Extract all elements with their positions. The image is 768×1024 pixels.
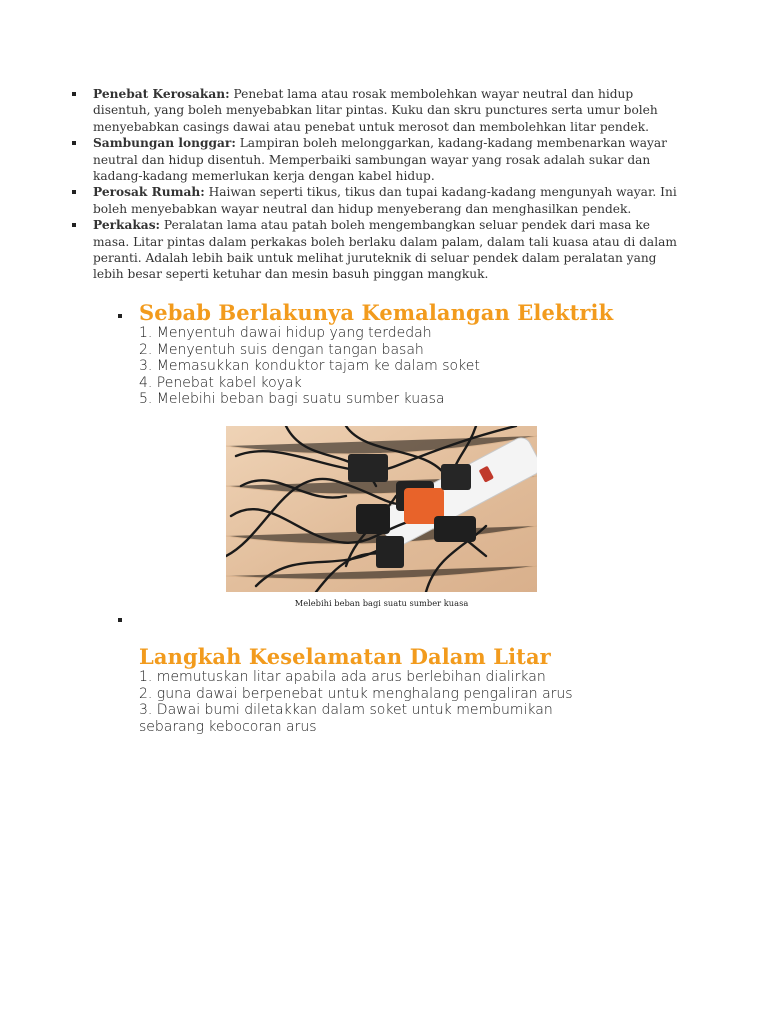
list-item: 4. Penebat kabel koyak	[139, 374, 302, 391]
list-item: 5. Melebihi beban bagi suatu sumber kuasa	[139, 391, 445, 408]
list-item: 3. Memasukkan konduktor tajam ke dalam soket	[139, 358, 480, 375]
list-item	[70, 184, 680, 217]
term: Perkakas:	[93, 218, 161, 233]
causes-numbered-list	[139, 325, 480, 408]
term: Perosak Rumah:	[93, 185, 205, 200]
section-heading-safety: Langkah Keselamatan Dalam Litar	[139, 644, 551, 669]
overloaded-power-strip-image	[226, 426, 537, 592]
list-item: 3. Dawai bumi diletakkan dalam soket untuk membumikan sebarang kebocoran arus	[139, 702, 553, 735]
list-item	[70, 217, 680, 283]
list-item: 2. guna dawai berpenebat untuk menghalang pengaliran arus	[139, 685, 573, 702]
figure-caption: Melebihi beban bagi suatu sumber kuasa	[294, 598, 469, 608]
section-heading-causes: Sebab Berlakunya Kemalangan Elektrik	[139, 300, 614, 325]
term: Penebat Kerosakan:	[93, 87, 230, 101]
list-item	[70, 135, 680, 184]
list-item: 1. memutuskan litar apabila ada arus berlebihan dialirkan	[139, 669, 546, 685]
list-item: 2. Menyentuh suis dengan tangan basah	[139, 341, 424, 358]
bullet-marker	[118, 618, 122, 622]
description: Haiwan seperti tikus, tikus dan tupai kadang-kadang mengunyah wayar. Ini boleh menyebabkan wayar neutral dan hidup menyeberang dan menghasilkan pendek.	[93, 185, 677, 216]
term: Sambungan longgar:	[93, 136, 236, 151]
description: Penebat lama atau rosak membolehkan wayar neutral dan hidup disentuh, yang boleh menyebabkan litar pintas. Kuku dan skru punctures serta umur boleh menyebabkan casings dawai atau penebat untuk merosot dan membolehkan litar pendek.	[93, 87, 658, 134]
list-item	[70, 86, 680, 135]
causes-list	[70, 86, 680, 283]
description: Peralatan lama atau patah boleh mengembangkan seluar pendek dari masa ke masa. Litar pintas dalam perkakas boleh berlaku dalam palam, dalam tali kuasa atau di dalam peranti. Adalah lebih baik untuk melihat juruteknik di seluar pendek dalam peralatan yang lebih besar seperti ketuhar dan mesin basuh pinggan mangkuk.	[93, 218, 677, 282]
safety-numbered-list	[139, 669, 619, 735]
list-item: 1. Menyentuh dawai hidup yang terdedah	[139, 325, 432, 341]
bullet-marker	[118, 314, 122, 318]
description: Lampiran boleh melonggarkan, kadang-kadang membenarkan wayar neutral dan hidup disentuh. Memperbaiki sambungan wayar yang rosak adalah sukar dan kadang-kadang memerlukan kerja dengan kabel hidup.	[93, 136, 667, 184]
